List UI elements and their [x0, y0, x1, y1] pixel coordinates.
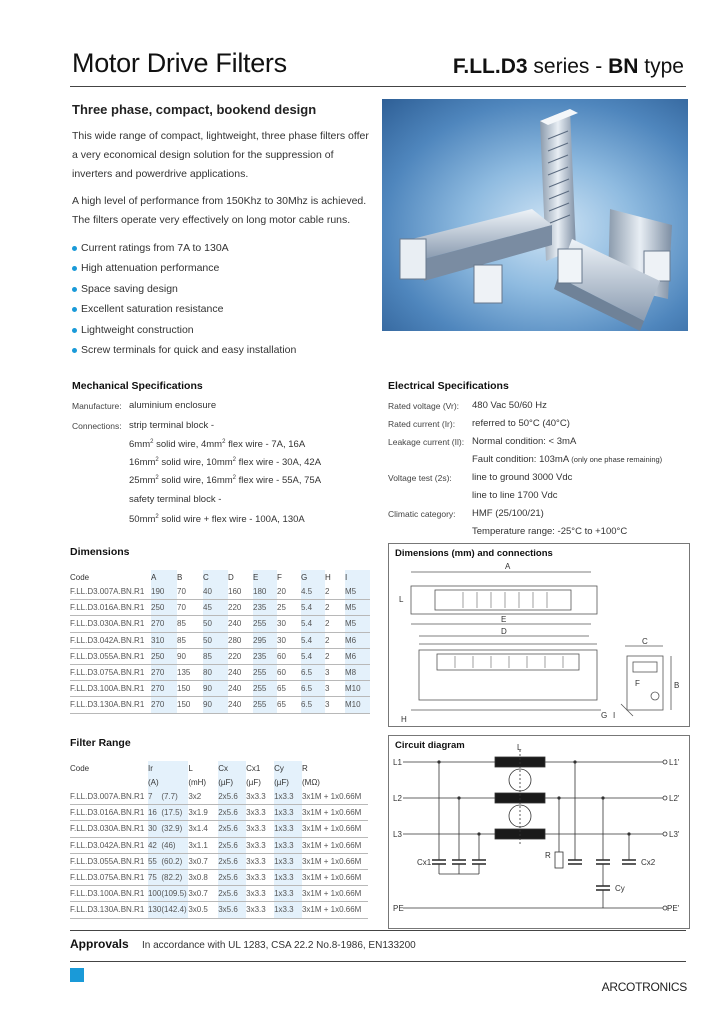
table-cell: F.LL.D3.007A.BN.R1	[70, 789, 148, 805]
table-row	[70, 789, 368, 805]
table-cell: F.LL.D3.016A.BN.R1	[70, 600, 151, 616]
table-cell: 3x3.3	[246, 789, 274, 805]
type-word: type	[644, 55, 684, 78]
rated-voltage-value: 480 Vac 50/60 Hz	[472, 400, 547, 411]
column-header: D	[228, 572, 234, 582]
table-row	[70, 600, 370, 616]
table-cell: 270	[151, 664, 177, 680]
feature-item: Current ratings from 7A to 130A	[72, 238, 392, 258]
column-header: B	[177, 572, 183, 582]
dimensions-table	[70, 570, 370, 714]
table-cell: 3x3.3	[246, 821, 274, 837]
table-row	[70, 648, 370, 664]
table-cell: M10	[345, 681, 370, 697]
unit-header	[70, 775, 148, 789]
table-cell: 7	[148, 789, 161, 805]
table-cell: M6	[345, 648, 370, 664]
column-header: F	[277, 572, 282, 582]
table-cell: 1x3.3	[274, 902, 302, 918]
dim-label-e: E	[501, 615, 507, 624]
table-cell: 270	[151, 697, 177, 713]
mechanical-heading: Mechanical Specifications	[72, 380, 203, 392]
header-rule	[70, 86, 686, 87]
table-cell: 3	[325, 681, 345, 697]
table-cell: 270	[151, 681, 177, 697]
column-header: I	[345, 572, 348, 582]
column-header: Code	[70, 572, 90, 582]
table-cell: 1x3.3	[274, 886, 302, 902]
brand-name: ARCOTRONICS	[601, 980, 687, 994]
table-cell: 1x3.3	[274, 853, 302, 869]
voltage-test-value-1: line to ground 3000 Vdc	[472, 472, 573, 483]
table-cell: 50	[203, 616, 228, 632]
table-cell: 255	[253, 697, 277, 713]
filter-units-row	[70, 775, 368, 789]
connection-line-3: $25mm^2$ solid wire, $16mm^2$ flex wire - 55A, 75A	[129, 475, 322, 487]
table-cell: M6	[345, 632, 370, 648]
table-cell: 1x3.3	[274, 805, 302, 821]
table-cell: (142.4)	[161, 902, 188, 918]
table-cell: 2	[325, 648, 345, 664]
table-cell: 235	[253, 648, 277, 664]
circuit-label-l3: L3	[393, 830, 402, 839]
table-cell: 85	[203, 648, 228, 664]
table-cell: 3x1.4	[188, 821, 218, 837]
dim-label-a: A	[505, 562, 511, 571]
dimensions-body	[70, 584, 370, 713]
feature-item: High attenuation performance	[72, 258, 392, 278]
table-cell: 3x0.5	[188, 902, 218, 918]
table-cell: (60.2)	[161, 853, 188, 869]
table-cell: 3	[325, 664, 345, 680]
dim-label-l: L	[399, 595, 404, 604]
table-cell: 30	[277, 616, 301, 632]
unit-header: (A)	[147, 777, 159, 787]
table-row	[70, 664, 370, 680]
table-cell: F.LL.D3.100A.BN.R1	[70, 886, 148, 902]
feature-item: Excellent saturation resistance	[72, 299, 392, 319]
table-cell: 3x1M + 1x0.66M	[302, 805, 368, 821]
table-cell: M5	[345, 584, 370, 600]
intro-subtitle: Three phase, compact, bookend design	[72, 102, 317, 117]
table-cell: (109.5)	[161, 886, 188, 902]
table-cell: 3	[325, 697, 345, 713]
table-cell: 3x3.3	[246, 886, 274, 902]
circuit-label-r: R	[545, 851, 551, 860]
table-cell: 2x5.6	[218, 853, 246, 869]
table-cell: F.LL.D3.042A.BN.R1	[70, 837, 148, 853]
table-cell: 3x3.3	[246, 853, 274, 869]
table-cell: 70	[177, 584, 203, 600]
table-cell: F.LL.D3.055A.BN.R1	[70, 853, 148, 869]
table-row	[70, 821, 368, 837]
table-cell: 3x1M + 1x0.66M	[302, 869, 368, 885]
table-cell: 240	[228, 697, 253, 713]
dimension-diagram-box	[388, 543, 690, 727]
series-code: F.LL.D3	[452, 55, 528, 78]
table-cell: 65	[277, 681, 301, 697]
voltage-test-value-2: line to line 1700 Vdc	[472, 490, 558, 501]
feature-item: Space saving design	[72, 279, 392, 299]
table-cell: 3x1M + 1x0.66M	[302, 853, 368, 869]
dimension-diagram-title: Dimensions (mm) and connections	[395, 548, 553, 559]
table-cell: 3x2	[188, 789, 218, 805]
table-cell: 2x5.6	[218, 821, 246, 837]
feature-item: Screw terminals for quick and easy installation	[72, 340, 392, 360]
connection-line-2: $16mm^2$ solid wire, $10mm^2$ flex wire - 30A, 42A	[129, 457, 322, 469]
filter-range-table	[70, 761, 368, 919]
unit-header: (MΩ)	[301, 777, 320, 787]
table-cell: 240	[228, 664, 253, 680]
table-cell: 2	[325, 584, 345, 600]
circuit-diagram-box	[388, 735, 690, 929]
circuit-label-cy: Cy	[615, 884, 625, 893]
dim-label-d: D	[501, 627, 507, 636]
approvals-rule	[70, 930, 686, 931]
table-cell: 3x3.3	[246, 805, 274, 821]
column-header: G	[301, 572, 308, 582]
table-cell: F.LL.D3.030A.BN.R1	[70, 616, 151, 632]
dimensions-header-row	[70, 570, 370, 584]
connections-label: Connections:	[72, 421, 122, 431]
table-cell: 150	[177, 681, 203, 697]
table-cell: 2x5.6	[218, 789, 246, 805]
connection-line-1: $6mm^2$ solid wire, $4mm^2$ flex wire - 7A, 16A	[129, 439, 306, 451]
page-marker	[70, 968, 84, 982]
table-cell: 40	[203, 584, 228, 600]
table-cell: 250	[151, 600, 177, 616]
table-cell: 255	[253, 616, 277, 632]
table-cell: 90	[177, 648, 203, 664]
manufacture-value: aluminium enclosure	[129, 400, 217, 411]
dim-label-f: F	[635, 679, 640, 688]
table-cell: 90	[203, 697, 228, 713]
table-cell: 3x3.3	[246, 869, 274, 885]
table-cell: 135	[177, 664, 203, 680]
table-row	[70, 886, 368, 902]
table-cell: 220	[228, 648, 253, 664]
table-row	[70, 632, 370, 648]
series-word: series -	[533, 55, 603, 78]
table-cell: 3x0.7	[188, 886, 218, 902]
leakage-label: Leakage current (Il):	[388, 437, 465, 447]
table-cell: 42	[148, 837, 161, 853]
column-header: Cx	[218, 763, 228, 773]
filter-units-illustration	[382, 99, 688, 331]
climatic-value: HMF (25/100/21)	[472, 508, 544, 519]
climatic-label: Climatic category:	[388, 509, 456, 519]
column-header: L	[188, 763, 193, 773]
table-cell: 1x3.3	[274, 869, 302, 885]
dimension-drawing	[389, 558, 689, 726]
table-cell: F.LL.D3.075A.BN.R1	[70, 664, 151, 680]
product-photo	[382, 99, 688, 331]
mechanical-specs	[72, 397, 382, 527]
table-row	[70, 805, 368, 821]
unit-header: (µF)	[218, 777, 234, 787]
table-cell: (17.5)	[161, 805, 188, 821]
dim-label-h: H	[401, 715, 407, 724]
table-cell: 5.4	[301, 648, 325, 664]
table-cell: 3x1M + 1x0.66M	[302, 789, 368, 805]
table-cell: 85	[177, 616, 203, 632]
table-cell: 1x3.3	[274, 789, 302, 805]
manufacture-label: Manufacture:	[72, 401, 122, 411]
circuit-label-cx2: Cx2	[641, 858, 656, 867]
column-header: Ir	[147, 763, 153, 773]
column-header: Cy	[274, 763, 284, 773]
table-cell: 190	[151, 584, 177, 600]
table-cell: F.LL.D3.030A.BN.R1	[70, 821, 148, 837]
table-cell: (7.7)	[161, 789, 188, 805]
table-cell: F.LL.D3.042A.BN.R1	[70, 632, 151, 648]
column-header: A	[151, 572, 157, 582]
table-cell: 1x3.3	[274, 837, 302, 853]
rated-current-label: Rated current (Ir):	[388, 419, 456, 429]
dim-label-g: G	[601, 711, 608, 720]
column-header: R	[301, 763, 308, 773]
table-cell: F.LL.D3.130A.BN.R1	[70, 697, 151, 713]
table-cell: 75	[148, 869, 161, 885]
rated-current-value: referred to 50°C (40°C)	[472, 418, 570, 429]
circuit-label-l2-out: L2'	[669, 794, 680, 803]
table-cell: M5	[345, 600, 370, 616]
table-cell: 3x3.3	[246, 837, 274, 853]
table-cell: 6.5	[301, 681, 325, 697]
unit-header: (µF)	[246, 777, 261, 787]
table-cell: 30	[277, 632, 301, 648]
table-cell: (32.9)	[161, 821, 188, 837]
electrical-heading: Electrical Specifications	[388, 380, 509, 392]
table-cell: F.LL.D3.100A.BN.R1	[70, 681, 151, 697]
table-cell: 5.4	[301, 600, 325, 616]
table-cell: 3x1M + 1x0.66M	[302, 821, 368, 837]
table-cell: 240	[228, 616, 253, 632]
dim-label-i: I	[613, 711, 616, 720]
table-cell: 3x3.3	[246, 902, 274, 918]
table-row	[70, 837, 368, 853]
strip-block: strip terminal block -	[129, 420, 214, 431]
column-header: E	[253, 572, 259, 582]
connection-line-4: $50mm^2$ solid wire + flex wire - 100A, 130A	[129, 514, 305, 526]
table-cell: 150	[177, 697, 203, 713]
leakage-value: Normal condition: < 3mA	[472, 436, 577, 447]
table-cell: F.LL.D3.130A.BN.R1	[70, 902, 148, 918]
table-cell: 3x5.6	[218, 902, 246, 918]
table-row	[70, 869, 368, 885]
table-cell: F.LL.D3.007A.BN.R1	[70, 584, 151, 600]
table-cell: 80	[203, 664, 228, 680]
table-cell: 25	[277, 600, 301, 616]
table-cell: 5.4	[301, 616, 325, 632]
table-cell: M5	[345, 616, 370, 632]
table-cell: 1x3.3	[274, 821, 302, 837]
table-row	[70, 902, 368, 918]
table-cell: 60	[277, 648, 301, 664]
circuit-drawing	[389, 736, 689, 928]
footer-rule	[70, 961, 686, 962]
type-code: BN	[608, 55, 639, 78]
circuit-label-l1: L1	[393, 758, 402, 767]
circuit-label-pe-out: PE'	[667, 904, 680, 913]
table-cell: M10	[345, 697, 370, 713]
column-header: Code	[70, 763, 90, 773]
table-cell: 16	[148, 805, 161, 821]
table-cell: 4.5	[301, 584, 325, 600]
page-title: Motor Drive Filters	[72, 48, 287, 78]
circuit-label-cx1: Cx1	[417, 858, 432, 867]
unit-header: (mH)	[188, 777, 207, 787]
table-cell: 2	[325, 616, 345, 632]
table-cell: 220	[228, 600, 253, 616]
table-cell: 3x0.7	[188, 853, 218, 869]
table-cell: 3x0.8	[188, 869, 218, 885]
table-cell: 2x5.6	[218, 837, 246, 853]
circuit-diagram-title: Circuit diagram	[395, 740, 465, 751]
table-cell: 55	[148, 853, 161, 869]
table-cell: F.LL.D3.075A.BN.R1	[70, 869, 148, 885]
approvals-text: In accordance with UL 1283, CSA 22.2 No.8-1986, EN133200	[142, 940, 416, 951]
table-cell: 3x1M + 1x0.66M	[302, 886, 368, 902]
filter-range-heading: Filter Range	[70, 737, 131, 749]
table-cell: 3x1.9	[188, 805, 218, 821]
table-cell: 270	[151, 616, 177, 632]
safety-block: safety terminal block -	[129, 494, 222, 505]
table-cell: 240	[228, 681, 253, 697]
intro-paragraph-1: This wide range of compact, lightweight, three phase filters offer a very economical design solution for the suppression of inverters and powerdrive applications.	[72, 130, 369, 180]
table-cell: 45	[203, 600, 228, 616]
unit-header: (µF)	[274, 777, 289, 787]
circuit-label-pe: PE	[393, 904, 404, 913]
table-cell: 255	[253, 681, 277, 697]
table-row	[70, 697, 370, 713]
table-cell: (82.2)	[161, 869, 188, 885]
table-cell: (46)	[161, 837, 188, 853]
circuit-label-l2: L2	[393, 794, 402, 803]
table-cell: F.LL.D3.016A.BN.R1	[70, 805, 148, 821]
approvals-heading: Approvals	[70, 937, 129, 951]
feature-list	[72, 238, 392, 360]
table-cell: 235	[253, 600, 277, 616]
table-cell: 90	[203, 681, 228, 697]
table-cell: 5.4	[301, 632, 325, 648]
fault-value: Fault condition: 103mA (only one phase remaining)	[472, 454, 663, 465]
table-cell: 2x5.6	[218, 805, 246, 821]
table-cell: 6.5	[301, 664, 325, 680]
feature-item: Lightweight construction	[72, 320, 392, 340]
table-cell: 130	[148, 902, 161, 918]
column-header: H	[325, 572, 331, 582]
table-cell: 60	[277, 664, 301, 680]
table-cell: 65	[277, 697, 301, 713]
table-cell: 2x5.6	[218, 886, 246, 902]
table-cell: 180	[253, 584, 277, 600]
table-cell: 280	[228, 632, 253, 648]
table-cell: 3x1.1	[188, 837, 218, 853]
table-cell: 2	[325, 632, 345, 648]
table-cell: 50	[203, 632, 228, 648]
table-cell: 70	[177, 600, 203, 616]
table-cell: 6.5	[301, 697, 325, 713]
electrical-specs	[388, 397, 698, 537]
table-cell: 255	[253, 664, 277, 680]
table-cell: 2x5.6	[218, 869, 246, 885]
table-row	[70, 616, 370, 632]
table-cell: M8	[345, 664, 370, 680]
table-cell: 250	[151, 648, 177, 664]
rated-voltage-label: Rated voltage (Vr):	[388, 401, 460, 411]
table-cell: 100	[148, 886, 161, 902]
table-row	[70, 853, 368, 869]
dimensions-heading: Dimensions	[70, 546, 130, 558]
table-cell: 85	[177, 632, 203, 648]
table-cell: 310	[151, 632, 177, 648]
table-row	[70, 681, 370, 697]
table-cell: 2	[325, 600, 345, 616]
table-cell: 30	[148, 821, 161, 837]
series-title	[453, 55, 684, 79]
table-cell: F.LL.D3.055A.BN.R1	[70, 648, 151, 664]
dim-label-c: C	[642, 637, 648, 646]
table-cell: 3x1M + 1x0.66M	[302, 837, 368, 853]
circuit-label-l: L	[517, 743, 522, 752]
table-row	[70, 584, 370, 600]
column-header: Cx1	[246, 763, 261, 773]
circuit-label-l1-out: L1'	[669, 758, 680, 767]
column-header: C	[203, 572, 209, 582]
table-cell: 20	[277, 584, 301, 600]
circuit-label-l3-out: L3'	[669, 830, 680, 839]
filter-header-row	[70, 761, 368, 775]
temperature-value: Temperature range: -25°C to +100°C	[472, 526, 628, 537]
table-cell: 3x1M + 1x0.66M	[302, 902, 368, 918]
voltage-test-label: Voltage test (2s):	[388, 473, 452, 483]
table-cell: 160	[228, 584, 253, 600]
filter-range-body	[70, 789, 368, 918]
intro-paragraph-2: A high level of performance from 150Khz to 30Mhz is achieved. The filters operate very effectively on long motor cable runs.	[72, 195, 367, 226]
table-cell: 295	[253, 632, 277, 648]
dim-label-b: B	[674, 681, 680, 690]
